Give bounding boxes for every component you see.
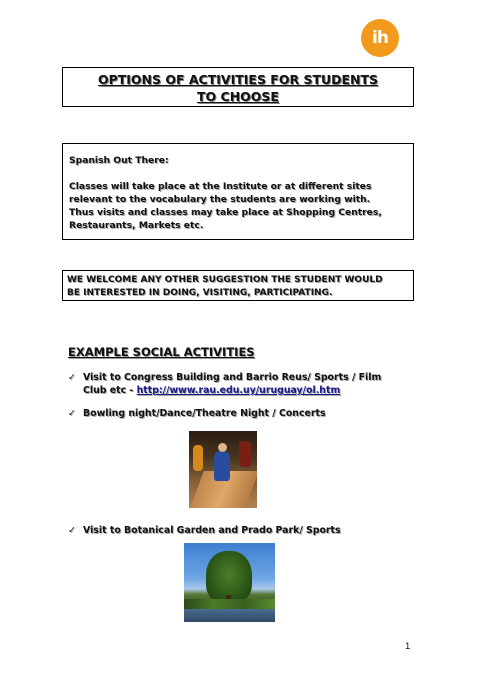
ih-logo [361,19,399,57]
checkmark-icon: ✓ [68,525,76,536]
list-item [68,524,408,537]
social-activities-heading: EXAMPLE SOCIAL ACTIVITIES [68,345,255,359]
checkmark-icon: ✓ [68,408,76,419]
title-line-2: TO CHOOSE [197,89,279,104]
bowling-photo [189,431,257,508]
activity-text [83,371,408,397]
activity-line-2-prefix: Club etc - [83,385,137,396]
spanish-box-line-3: Thus visits and classes may take place at Shopping Centres, [69,207,382,218]
logo-text: ih [372,28,388,48]
title-line-1: OPTIONS OF ACTIVITIES FOR STUDENTS [97,72,379,87]
activity-text: Visit to Botanical Garden and Prado Park/ Sports [83,525,341,536]
spanish-box-line-4: Restaurants, Markets etc. [69,220,204,231]
spanish-box-line-2: relevant to the vocabulary the students are working with. [69,194,371,205]
page-number: 1 [405,641,411,652]
checkmark-icon: ✓ [68,372,76,383]
activity-line-1: Visit to Congress Building and Barrio Reus/ Sports / Film [83,372,382,383]
spanish-out-there-box [62,143,414,240]
welcome-line-2: BE INTERESTED IN DOING, VISITING, PARTICIPATING. [67,287,333,298]
spanish-box-heading: Spanish Out There: [69,155,169,166]
list-item [68,407,408,420]
page-title [62,67,414,107]
activity-text: Bowling night/Dance/Theatre Night / Concerts [83,408,326,419]
welcome-line-1: WE WELCOME ANY OTHER SUGGESTION THE STUDENT WOULD [67,275,383,285]
botanical-garden-photo [184,543,275,622]
list-item [68,371,408,397]
spanish-box-line-1: Classes will take place at the Institute or at different sites [69,181,372,192]
welcome-suggestion-box [62,270,414,301]
rau-link[interactable]: http://www.rau.edu.uy/uruguay/ol.htm [136,385,341,396]
